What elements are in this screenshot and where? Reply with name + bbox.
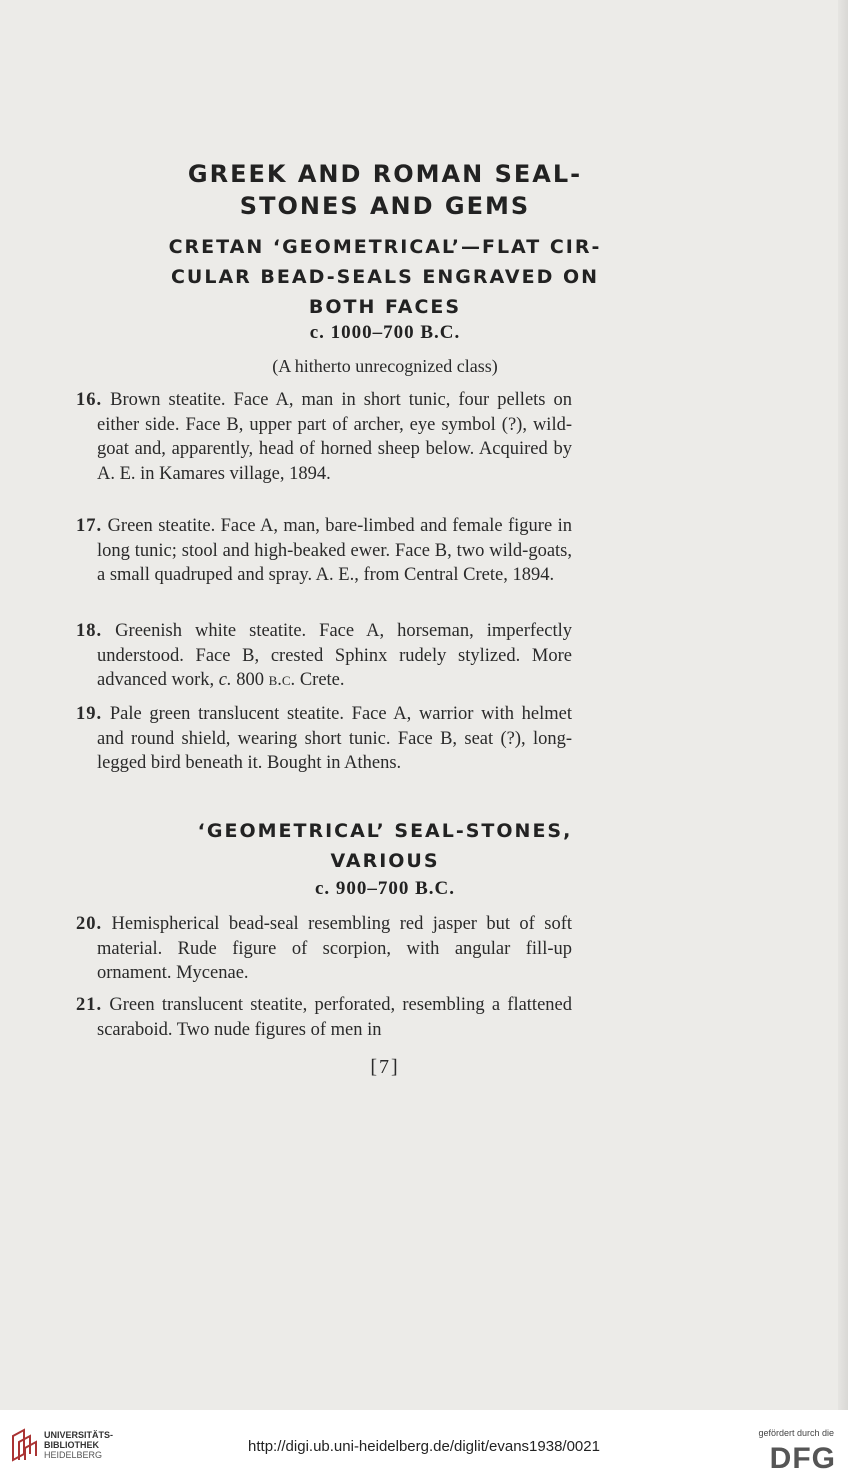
class-note: (A hitherto unrecognized class) — [272, 356, 498, 376]
entry-text: Brown steatite. Face A, man in short tunic, four pellets on either side. Face B, upper part of archer, eye symbol (?), wild-goat and, apparently, head of horned sheep below. Acquired by A. E. in Kamares village, 1894. — [97, 390, 573, 484]
entry-text: Greenish white steatite. Face A, horseman, imperfectly understood. Face B, crested Sphinx rudely stylized. More advanced work, — [97, 621, 572, 690]
circa-abbrev: c. — [218, 670, 232, 690]
entry-text: Pale green translucent steatite. Face A, warrior with helmet and round shield, wearing short tunic. Face B, seat (?), long-legged bird beneath it. Bought in Athens. — [97, 704, 572, 773]
entry-number: 20. — [76, 914, 103, 934]
catalogue-entry — [76, 514, 572, 588]
subsection-heading — [60, 232, 710, 322]
heading-line: CRETAN ‘GEOMETRICAL’—FLAT CIR- — [168, 236, 602, 258]
dfg-logo: DFG — [769, 1442, 836, 1475]
era-abbrev: b.c. — [268, 670, 296, 690]
heading-line: GREEK AND ROMAN SEAL- — [187, 160, 583, 188]
catalogue-entry — [76, 388, 572, 486]
heading-line: BOTH FACES — [308, 296, 462, 318]
subsection-heading — [60, 816, 710, 876]
scan-edge — [838, 0, 848, 1410]
library-name-line: UNIVERSITÄTS- — [44, 1430, 114, 1440]
entry-text: Hemispherical bead-seal resembling red jasper but of soft material. Rude figure of scorpion, with angular fill-up ornament. Mycenae. — [97, 914, 572, 983]
footer-bar — [0, 1410, 848, 1480]
funding-note: gefördert durch die — [758, 1428, 834, 1438]
entry-text: 800 — [236, 670, 264, 690]
entry-number: 16. — [76, 390, 103, 410]
library-name-line: HEIDELBERG — [44, 1450, 103, 1460]
entry-number: 21. — [76, 995, 103, 1015]
catalogue-entry — [76, 702, 572, 776]
heading-line: VARIOUS — [330, 850, 440, 872]
date-range: c. 1000–700 B.C. — [309, 322, 461, 343]
heading-line: STONES AND GEMS — [239, 192, 531, 220]
catalogue-entry — [76, 619, 572, 693]
source-url-link[interactable]: http://digi.ub.uni-heidelberg.de/diglit/evans1938/0021 — [248, 1438, 600, 1455]
entry-text: Crete. — [299, 670, 345, 690]
entry-text: Green translucent steatite, perforated, resembling a flattened scaraboid. Two nude figures of men in — [97, 995, 572, 1040]
heading-line: ‘GEOMETRICAL’ SEAL-STONES, — [197, 820, 573, 842]
section-heading — [60, 158, 710, 222]
date-range: c. 900–700 B.C. — [314, 878, 456, 899]
page-number: [7] — [370, 1056, 400, 1078]
entry-number: 19. — [76, 704, 103, 724]
heading-line: CULAR BEAD-SEALS ENGRAVED ON — [170, 266, 600, 288]
entry-number: 18. — [76, 621, 103, 641]
catalogue-entry — [76, 993, 572, 1042]
entry-text: Green steatite. Face A, man, bare-limbed and female figure in long tunic; stool and high-beaked ewer. Face B, two wild-goats, a small quadruped and spray. A. E., from Central Crete, 1894. — [97, 516, 573, 585]
catalogue-entry — [76, 912, 572, 986]
library-name-line: BIBLIOTHEK — [44, 1440, 99, 1450]
entry-number: 17. — [76, 516, 103, 536]
